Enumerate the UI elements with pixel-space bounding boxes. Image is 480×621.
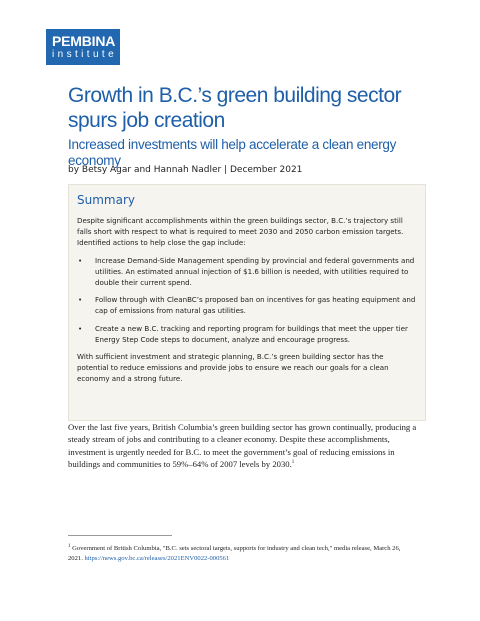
list-item: [77, 294, 417, 316]
pembina-logo: [46, 29, 120, 65]
footnote-ref-link[interactable]: 1: [291, 460, 295, 466]
footnote-text: Government of British Columbia, "B.C. sets sectoral targets, supports for industry and clean tech," media release, March 26, 2021.: [68, 545, 401, 562]
summary-box: [68, 184, 426, 421]
footnote-link[interactable]: https://news.gov.bc.ca/releases/2021ENV0022-000561: [84, 554, 230, 562]
body-paragraph-text: Over the last five years, British Columbia’s green building sector has grown continually, producing a steady stream of jobs and contributing to a cleaner economy. Despite these accomplishments, investment is urgently needed for B.C. to meet the government’s goal of reducing emissions in buildings and communities to 59%–64% of 2007 levels by 2030.: [68, 422, 417, 469]
page-title: Growth in B.C.’s green building sector spurs job creation: [68, 84, 402, 132]
list-item-text: Create a new B.C. tracking and reporting program for buildings that meet the upper tier Energy Step Code steps to document, analyze and encourage progress.: [95, 323, 408, 344]
footnote-divider: [68, 535, 172, 536]
list-item-text: Increase Demand-Side Management spending by provincial and federal governments and utilities. An estimated annual injection of $1.6 billion is needed, with utilities required to double their current spend.: [95, 255, 415, 288]
summary-heading: Summary: [77, 193, 135, 207]
summary-intro: Despite significant accomplishments within the green buildings sector, B.C.’s trajectory still falls short with respect to what is required to meet 2030 and 2050 carbon emission targets. Identified actions to help close the gap include:: [77, 216, 404, 248]
page-subtitle: Increased investments will help accelerate a clean energy economy: [68, 137, 397, 168]
list-item: [77, 255, 417, 289]
bullet-icon: •: [78, 295, 83, 305]
bullet-icon: •: [78, 323, 83, 333]
body-paragraph: [68, 421, 418, 470]
logo-wordmark: PEMBINA: [52, 33, 116, 49]
footnote: [68, 544, 413, 563]
list-item-text: Follow through with CleanBC’s proposed ban on incentives for gas heating equipment and cap of emissions from natural gas utilities.: [95, 295, 416, 316]
logo-tagline: institute: [52, 49, 118, 60]
footnote-number: 1: [68, 543, 71, 549]
summary-closing: With sufficient investment and strategic planning, B.C.’s green building sector has the potential to reduce emissions and provide jobs to ensure we reach our goals for a clean economy and a strong future.: [77, 352, 389, 384]
byline: by Betsy Agar and Hannah Nadler | December 2021: [68, 165, 303, 175]
summary-actions-list: [77, 255, 417, 345]
list-item: [77, 323, 417, 345]
bullet-icon: •: [78, 255, 83, 265]
